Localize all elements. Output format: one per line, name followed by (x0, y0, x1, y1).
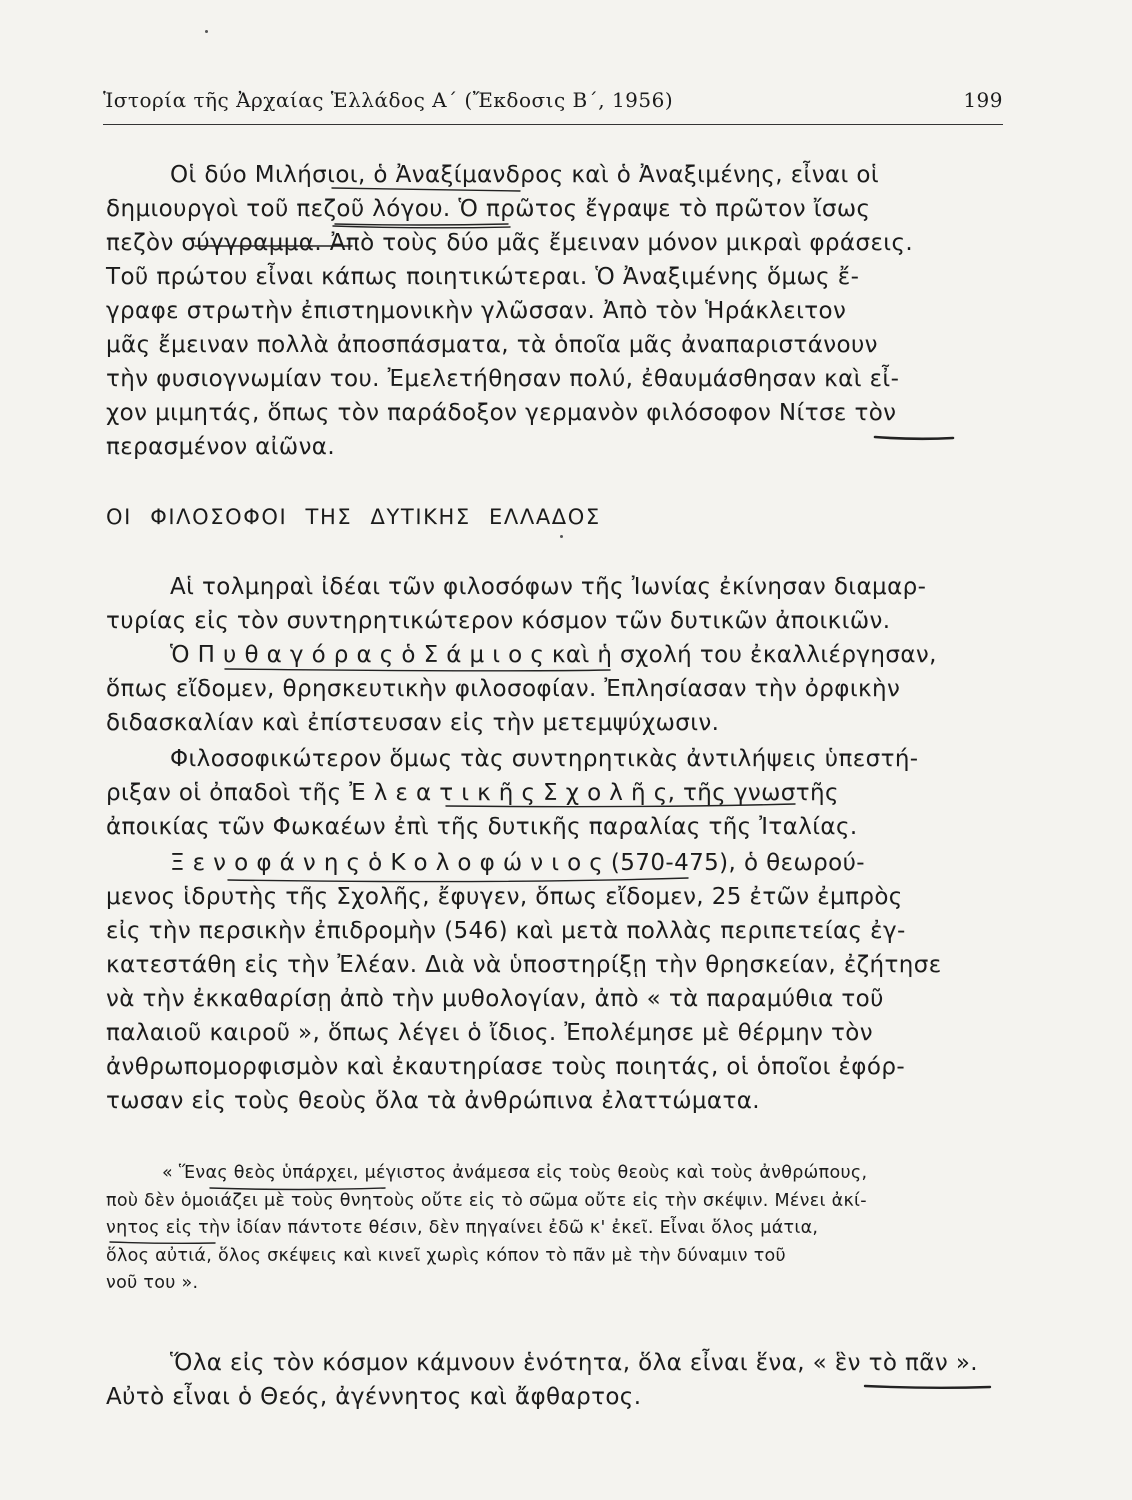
quote-line: ὅλος αὐτιά, ὅλος σκέψεις καὶ κινεῖ χωρὶς κόπον τὸ πᾶν μὲ τὴν δύναμιν τοῦ (106, 1245, 786, 1266)
text-line: ὅπως εἴδομεν, θρησκευτικὴν φιλοσοφίαν. Ἐπλησίασαν τὴν ὀρφικὴν (106, 676, 901, 702)
paragraph-milesians (106, 158, 1006, 464)
text-line: πεζὸν σύγγραμμα. Ἀπὸ τοὺς δύο μᾶς ἔμειναν μόνον μικραὶ φράσεις. (106, 230, 914, 256)
text-line: Αἱ τολμηραὶ ἰδέαι τῶν φιλοσόφων τῆς Ἰωνίας ἐκίνησαν διαμαρ- (170, 574, 927, 600)
text-line: δημιουργοὶ τοῦ πεζοῦ λόγου. Ὁ πρῶτος ἔγραψε τὸ πρῶτον ἴσως (106, 196, 871, 222)
text-line: ἀνθρωπομορφισμὸν καὶ ἐκαυτηρίασε τοὺς ποιητάς, οἱ ὁποῖοι ἐφόρ- (106, 1054, 906, 1080)
paragraph-eleatic-school (106, 742, 1006, 844)
quote-line: ποὺ δὲν ὁμοιάζει μὲ τοὺς θνητοὺς οὔτε εἰς τὸ σῶμα οὔτε εἰς τὴν σκέψιν. Μένει ἀκί- (106, 1190, 867, 1211)
page-number: 199 (963, 88, 1003, 112)
text-line: παλαιοῦ καιροῦ », ὅπως λέγει ὁ ἴδιος. Ἐπολέμησε μὲ θέρμην τὸν (106, 1020, 873, 1046)
quote-block (106, 1160, 1006, 1298)
paper-speck (560, 535, 563, 538)
text-line: Ὁ Π υ θ α γ ό ρ α ς ὁ Σ ά μ ι ο ς καὶ ἡ σχολή του ἐκαλλιέργησαν, (170, 642, 937, 668)
text-line: ἀποικίας τῶν Φωκαέων ἐπὶ τῆς δυτικῆς παραλίας τῆς Ἰταλίας. (106, 814, 858, 840)
text-line: μᾶς ἔμειναν πολλὰ ἀποσπάσματα, τὰ ὁποῖα μᾶς ἀναπαριστάνουν (106, 332, 878, 358)
text-line: Ξ ε ν ο φ ά ν η ς ὁ Κ ο λ ο φ ώ ν ι ο ς (570-475), ὁ θεωρού- (170, 850, 865, 876)
text-line: γραφε στρωτὴν ἐπιστημονικὴν γλῶσσαν. Ἀπὸ τὸν Ἡράκλειτον (106, 298, 847, 324)
paper-speck (205, 30, 208, 33)
text-line: διδασκαλίαν καὶ ἐπίστευσαν εἰς τὴν μετεμψύχωσιν. (106, 710, 720, 736)
quote-line: νητος εἰς τὴν ἰδίαν πάντοτε θέσιν, δὲν πηγαίνει ἐδῶ κ' ἐκεῖ. Εἶναι ὅλος μάτια, (106, 1218, 819, 1238)
text-line: νὰ τὴν ἐκκαθαρίσῃ ἀπὸ τὴν μυθολογίαν, ἀπὸ « τὰ παραμύθια τοῦ (106, 986, 884, 1012)
text-line: τὴν φυσιογνωμίαν του. Ἐμελετήθησαν πολύ, ἐθαυμάσθησαν καὶ εἶ- (106, 366, 900, 392)
paragraph-pythagoras (106, 638, 1006, 740)
quote-line: νοῦ του ». (106, 1273, 199, 1293)
header-rule (103, 124, 1003, 125)
text-line: Φιλοσοφικώτερον ὅμως τὰς συντηρητικὰς ἀντιλήψεις ὑπεστή- (170, 746, 919, 772)
quote-line: « Ἕνας θεὸς ὑπάρχει, μέγιστος ἀνάμεσα εἰς τοὺς θεοὺς καὶ τοὺς ἀνθρώπους, (162, 1163, 868, 1183)
text-line: Αὐτὸ εἶναι ὁ Θεός, ἀγέννητος καὶ ἄφθαρτος. (106, 1384, 642, 1410)
paragraph-xenophanes (106, 846, 1006, 1118)
text-line: ριξαν οἱ ὀπαδοὶ τῆς Ἐ λ ε α τ ι κ ῆ ς Σ χ ο λ ῆ ς, τῆς γνωστῆς (106, 780, 839, 806)
text-line: περασμένον αἰῶνα. (106, 434, 336, 460)
text-line: εἰς τὴν περσικὴν ἐπιδρομὴν (546) καὶ μετὰ πολλὰς περιπετείας ἐγ- (106, 918, 906, 944)
text-line: Τοῦ πρώτου εἶναι κάπως ποιητικώτεραι. Ὁ Ἀναξιμένης ὅμως ἔ- (106, 264, 860, 290)
text-line: μενος ἱδρυτὴς τῆς Σχολῆς, ἔφυγεν, ὅπως εἴδομεν, 25 ἐτῶν ἐμπρὸς (106, 884, 903, 910)
text-line: Ὅλα εἰς τὸν κόσμον κάμνουν ἑνότητα, ὅλα εἶναι ἕνα, « ἓν τὸ πᾶν ». (170, 1350, 978, 1376)
running-title: Ἱστορία τῆς Ἀρχαίας Ἑλλάδος Α΄ (Ἔκδοσις Β΄, 1956) (103, 88, 674, 112)
text-line: τυρίας εἰς τὸν συντηρητικώτερον κόσμον τῶν δυτικῶν ἀποικιῶν. (106, 608, 891, 634)
paragraph-unity (106, 1346, 1006, 1414)
text-line: χον μιμητάς, ὅπως τὸν παράδοξον γερμανὸν φιλόσοφον Νίτσε τὸν (106, 400, 897, 426)
page-header (103, 88, 1003, 112)
section-heading: ΟΙ ΦΙΛΟΣΟΦΟΙ ΤΗΣ ΔΥΤΙΚΗΣ ΕΛΛΑΔΟΣ (106, 505, 601, 529)
paragraph-ionian-reaction (106, 570, 1006, 638)
text-line: κατεστάθη εἰς τὴν Ἐλέαν. Διὰ νὰ ὑποστηρίξῃ τὴν θρησκείαν, ἐζήτησε (106, 952, 942, 978)
text-line: Οἱ δύο Μιλήσιοι, ὁ Ἀναξίμανδρος καὶ ὁ Ἀναξιμένης, εἶναι οἱ (170, 162, 880, 188)
text-line: τωσαν εἰς τοὺς θεοὺς ὅλα τὰ ἀνθρώπινα ἐλαττώματα. (106, 1088, 760, 1114)
